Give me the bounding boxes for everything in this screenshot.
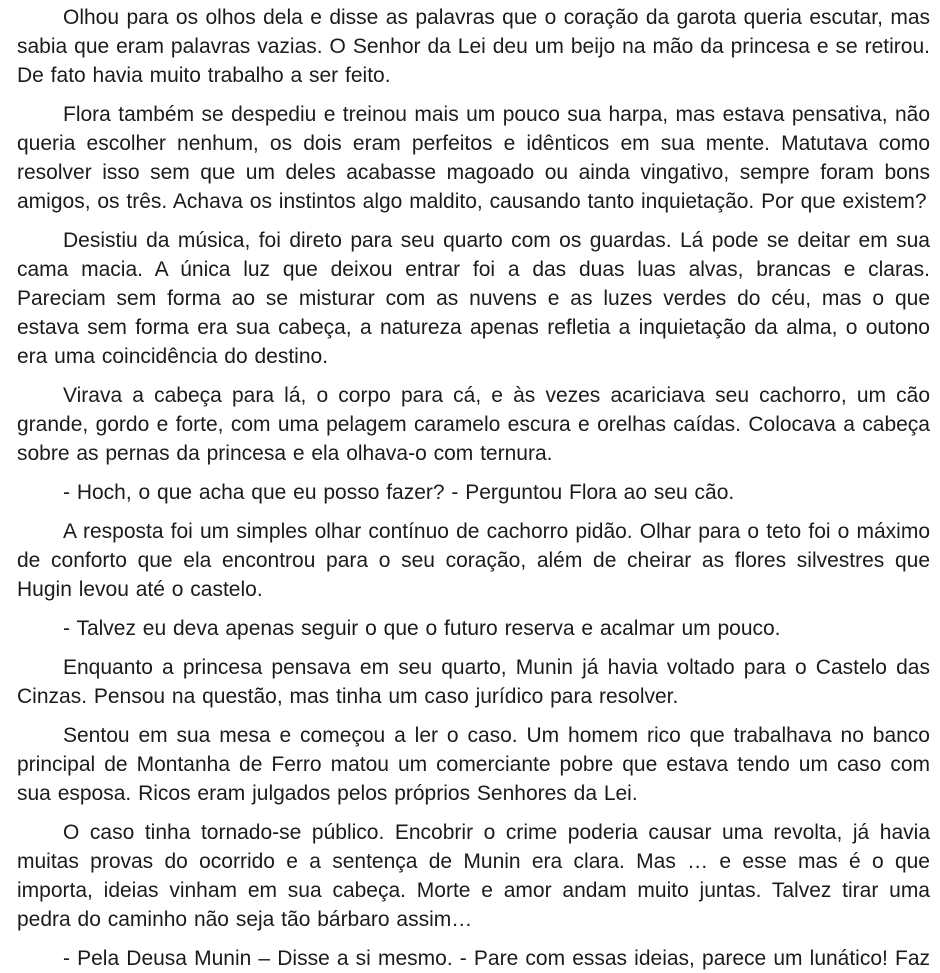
dialogue-paragraph: - Talvez eu deva apenas seguir o que o futuro reserva e acalmar um pouco.	[63, 617, 781, 640]
paragraph: Flora também se despediu e treinou mais um pouco sua harpa, mas estava pensativa, não queria escolher nenhum, os dois eram perfeitos e idênticos em sua mente. Matutava como resolver isso sem que um deles acabasse magoado ou ainda vingativo, sempre foram bons amigos, os três. Achava os instintos algo maldito, causando tanto inquietação. Por que existem?	[17, 103, 930, 213]
paragraph: Olhou para os olhos dela e disse as palavras que o coração da garota queria escutar, mas sabia que eram palavras vazias. O Senhor da Lei deu um beijo na mão da princesa e se retirou. De fato havia muito trabalho a ser feito.	[17, 6, 930, 87]
paragraph: O caso tinha tornado-se público. Encobrir o crime poderia causar uma revolta, já havia muitas provas do ocorrido e a sentença de Munin era clara. Mas … e esse mas é o que importa, ideias vinham em sua cabeça. Morte e amor andam muito juntas. Talvez tirar uma pedra do caminho não seja tão bárbaro assim…	[17, 821, 930, 931]
dialogue-paragraph-clipped: - Pela Deusa Munin – Disse a si mesmo. - Pare com essas ideias, parece um lunático! Faz	[63, 947, 930, 970]
paragraph: A resposta foi um simples olhar contínuo de cachorro pidão. Olhar para o teto foi o máximo de conforto que ela encontrou para o seu coração, além de cheirar as flores silvestres que Hugin levou até o castelo.	[17, 520, 930, 601]
dialogue-paragraph: - Hoch, o que acha que eu posso fazer? - Perguntou Flora ao seu cão.	[63, 481, 735, 504]
paragraph: Desistiu da música, foi direto para seu quarto com os guardas. Lá pode se deitar em sua cama macia. A única luz que deixou entrar foi a das duas luas alvas, brancas e claras. Pareciam sem forma ao se misturar com as nuvens e as luzes verdes do céu, mas o que estava sem forma era sua cabeça, a natureza apenas refletia a inquietação da alma, o outono era uma coincidência do destino.	[17, 229, 930, 368]
paragraph: Sentou em sua mesa e começou a ler o caso. Um homem rico que trabalhava no banco principal de Montanha de Ferro matou um comerciante pobre que estava tendo um caso com sua esposa. Ricos eram julgados pelos próprios Senhores da Lei.	[17, 724, 930, 805]
paragraph: Virava a cabeça para lá, o corpo para cá, e às vezes acariciava seu cachorro, um cão grande, gordo e forte, com uma pelagem caramelo escura e orelhas caídas. Colocava a cabeça sobre as pernas da princesa e ela olhava-o com ternura.	[17, 384, 930, 465]
paragraph: Enquanto a princesa pensava em seu quarto, Munin já havia voltado para o Castelo das Cinzas. Pensou na questão, mas tinha um caso jurídico para resolver.	[17, 656, 930, 708]
